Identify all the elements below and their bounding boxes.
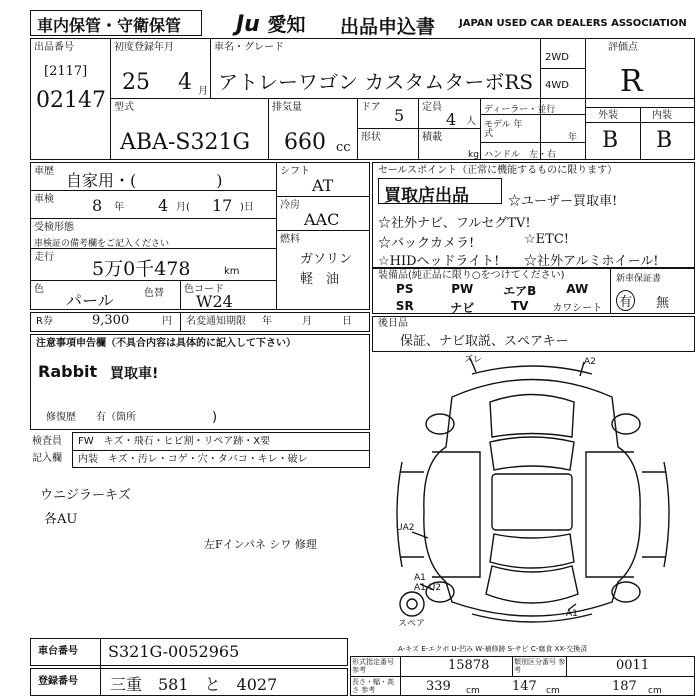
deadline-label: 名変通知期限 <box>186 316 246 327</box>
mileage-label: 走行 <box>34 252 54 263</box>
receipt-sub: 車検証の備考欄をご記入ください <box>34 239 170 249</box>
equip-airbag: エアB <box>503 284 537 298</box>
rabbit-note: 買取車! <box>110 366 159 382</box>
grade-label: 評価点 <box>608 42 638 53</box>
ac-value: AAC <box>304 210 340 229</box>
height-unit: cm <box>648 686 662 696</box>
hand-note-3: 左Fインパネ シワ 修理 <box>204 538 317 551</box>
exterior-grade: B <box>602 128 619 153</box>
sales-line-4: ☆ETC! <box>524 232 569 247</box>
door-label: ドア <box>361 102 381 113</box>
first-reg-month-unit: 月 <box>198 86 208 97</box>
inspection-year-unit: 年 <box>114 202 124 213</box>
equipment-grid <box>376 282 606 316</box>
spec-price-value: 15878 <box>448 658 490 673</box>
afterfit-value: 保証、ナビ取説、スペアキー <box>400 334 569 349</box>
ju-logo-text: 愛知 <box>267 14 306 36</box>
displacement-unit: cc <box>336 140 351 155</box>
exterior-label: 外装 <box>598 110 618 121</box>
interior-line: 内装 キズ・汚レ・コゲ・穴・タバコ・キレ・破レ <box>78 454 308 465</box>
first-reg-year: 25 <box>122 70 150 95</box>
class-label: 類別区分番号 参考 <box>514 658 566 674</box>
color-code-label: 色コード <box>184 284 224 295</box>
chassis-label: 車台番号 <box>38 646 78 657</box>
grade-value: R <box>620 64 643 99</box>
inspector-label: 検査員 <box>32 436 62 447</box>
sales-line-2: ☆社外ナビ、フルセグTV! <box>378 216 531 231</box>
model-year-label: モデル 年式 <box>484 120 523 139</box>
equip-tv: TV <box>511 299 529 313</box>
inspection-label: 車検 <box>34 194 54 205</box>
length-unit: cm <box>466 686 480 696</box>
inspection-day-unit: )日 <box>240 202 254 213</box>
registration-value: 三重 581 と 4027 <box>110 675 278 694</box>
drive-4wd: 4WD <box>545 80 569 91</box>
inspection-month-unit: 月( <box>176 202 190 213</box>
color-change-label: 色替 <box>144 288 164 299</box>
lot-label: 出品番号 <box>34 42 74 53</box>
drive-2wd: 2WD <box>545 52 569 63</box>
deadline-units: 年 月 日 <box>262 316 352 327</box>
color-label: 色 <box>34 284 44 295</box>
ju-logo <box>236 10 306 37</box>
first-reg-label: 初度登録年月 <box>114 42 174 53</box>
width-unit: cm <box>546 686 560 696</box>
handle-label: ハンドル 左・右 <box>484 150 557 160</box>
sales-line-5: ☆HIDヘッドライト! <box>378 254 500 269</box>
form-title: 出品申込書 <box>340 16 436 38</box>
car-name-label: 車名・グレード <box>214 42 284 53</box>
use-label: 車歴 <box>34 166 54 177</box>
recycle-label: R券 <box>36 316 53 327</box>
sales-line-1: ☆ユーザー買取車! <box>508 194 618 209</box>
chassis-value: S321G-0052965 <box>108 642 240 661</box>
shift-value: AT <box>312 176 334 195</box>
diagram-label-a1u2: A1 U2 <box>414 583 442 593</box>
receipt-label: 受検形態 <box>34 222 74 233</box>
equip-navi: ナビ <box>450 301 475 315</box>
equip-aw: AW <box>566 282 589 296</box>
sales-headline: 買取店出品 <box>384 186 469 206</box>
first-reg-month: 4 <box>178 70 192 95</box>
fw-line: FW キズ・飛石・ヒビ割・リペア跡・X要 <box>78 436 271 447</box>
afterfit-label: 後日品 <box>378 318 408 329</box>
color-code-value: W24 <box>196 292 233 311</box>
recycle-value: 9,300 <box>92 313 130 328</box>
hand-note-2: 各AU <box>44 512 78 527</box>
storage-stamp <box>30 10 202 36</box>
load-unit: kg <box>468 150 479 160</box>
model-year-unit: 年 <box>568 133 578 143</box>
shift-label: シフト <box>280 166 310 177</box>
inspection-year: 8 <box>92 196 103 215</box>
equip-pw: PW <box>451 282 474 296</box>
load-label: 積載 <box>422 132 442 143</box>
diagram-label-a1-left: A1 <box>414 573 426 583</box>
inspection-day: 17 <box>212 196 233 215</box>
sales-line-3: ☆バックカメラ! <box>378 236 475 251</box>
warranty-label: 新車保証書 <box>616 274 662 284</box>
fuel-gasoline: ガソリン <box>300 252 353 267</box>
association-name: JAPAN USED CAR DEALERS ASSOCIATION <box>459 18 687 29</box>
diagram-label-zure: ズレ <box>464 355 483 365</box>
lot-sub: [2117] <box>44 64 88 79</box>
model-value: ABA-S321G <box>120 130 251 155</box>
mileage-unit: km <box>224 266 240 277</box>
ac-label: 冷房 <box>280 200 300 211</box>
displacement-label: 排気量 <box>272 102 302 113</box>
dims-label: 長さ・幅・高さ 参考 <box>352 678 394 694</box>
fuel-diesel: 軽 油 <box>300 272 340 287</box>
car-name-value: アトレーワゴン カスタムターボRS <box>218 70 534 94</box>
dealer-label: ディーラー・並行 <box>484 105 556 115</box>
notes-label: 注意事項申告欄（不具合内容は具体的に記入して下さい） <box>36 338 296 349</box>
registration-label: 登録番号 <box>38 676 78 687</box>
lot-number: 02147 <box>36 88 106 113</box>
diagram-label-spare: スペア <box>398 619 426 629</box>
sales-label: セールスポイント（正常に機能するものに限ります） <box>378 165 618 176</box>
diagram-label-ua2: UA2 <box>396 523 415 533</box>
equip-sr: SR <box>395 299 414 313</box>
equip-leather: カワシート <box>552 303 603 314</box>
interior-label: 内装 <box>652 110 672 121</box>
model-label: 型式 <box>114 102 134 113</box>
use-value: 自家用・( ) <box>66 171 223 190</box>
sales-line-6: ☆社外アルミホイール! <box>524 254 659 269</box>
displacement-value: 660 <box>284 130 326 155</box>
recycle-unit: 円 <box>162 316 172 327</box>
entry-label: 記入欄 <box>32 453 62 464</box>
capacity-label: 定員 <box>422 102 442 113</box>
equipment-label: 装備品(純正品に限り○をつけてください) <box>378 270 565 281</box>
height-value: 187 <box>612 679 637 694</box>
length-value: 339 <box>426 679 451 694</box>
shape-label: 形状 <box>361 132 381 143</box>
car-damage-diagram <box>372 352 695 642</box>
hand-note-1: ウニジラーキズ <box>40 488 131 503</box>
class-value: 0011 <box>616 658 650 673</box>
color-value: パール <box>66 291 114 310</box>
ju-logo-mark: Ju <box>236 12 260 37</box>
diagram-label-a1-rear: A1 <box>566 609 578 619</box>
door-value: 5 <box>394 106 405 125</box>
mileage-value: 5万0千478 <box>92 258 191 280</box>
damage-legend: A-キズ E-エクボ U-凹み W-補修跡 S-サビ C-腐食 XX-交換済 <box>398 645 588 653</box>
diagram-label-a2-front: A2 <box>584 357 596 367</box>
interior-grade: B <box>656 128 673 153</box>
warranty-no: 無 <box>656 296 670 311</box>
spec-price-label: 形式指定番号 参考 <box>352 658 394 674</box>
width-value: 147 <box>512 679 537 694</box>
capacity-value: 4 <box>446 110 457 129</box>
inspection-month: 4 <box>158 196 169 215</box>
repair-history-label: 修復歴 有（箇所 <box>46 412 136 423</box>
rabbit-logo: Rabbit <box>38 362 98 381</box>
warranty-yes: 有 <box>616 290 635 311</box>
equip-ps: PS <box>396 282 414 296</box>
fuel-label: 燃料 <box>280 234 300 245</box>
storage-stamp-text: 車内保管・守衛保管 <box>37 16 182 35</box>
capacity-unit: 人 <box>466 116 476 127</box>
